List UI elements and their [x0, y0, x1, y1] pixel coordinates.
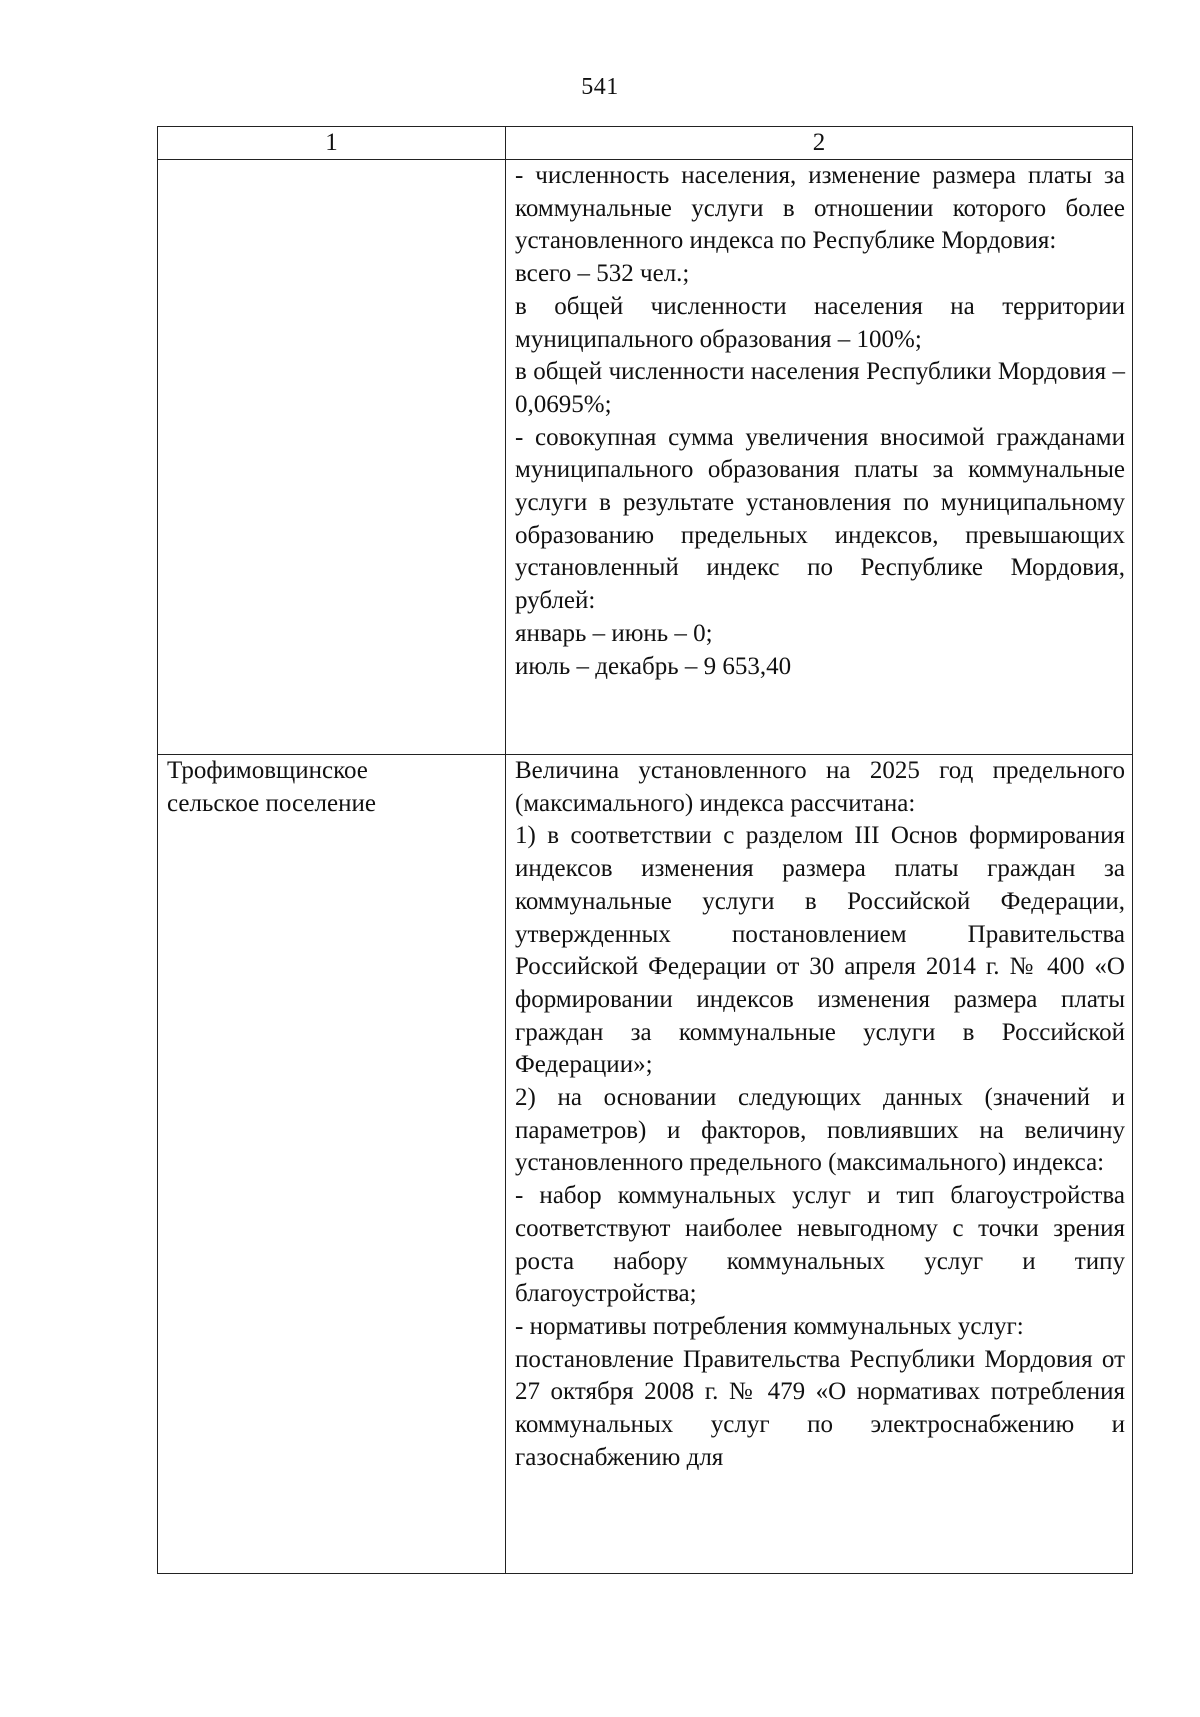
table-row	[158, 160, 1133, 755]
paragraph: 2) на основании следующих данных (значений и параметров) и факторов, повлиявших на величину установленного предельного (максимального) индекса:	[515, 1084, 1125, 1177]
settlement-name-cell	[158, 755, 506, 1574]
details-cell	[506, 755, 1133, 1574]
paragraph: июль – декабрь – 9 653,40	[515, 652, 792, 680]
paragraph: 1) в соответствии с разделом III Основ формирования индексов изменения размера платы граждан за коммунальные услуги в Российской Федерации, утвержденных постановлением Правительства Российской Федерации от 30 апреля 2014 г. № 400 «О формировании индексов изменения размера платы граждан за коммунальные услуги в Российской Федерации»;	[515, 822, 1125, 1079]
paragraph: - нормативы потребления коммунальных услуг:	[515, 1312, 1024, 1340]
paragraph: январь – июнь – 0;	[515, 619, 713, 647]
paragraph: - совокупная сумма увеличения вносимой гражданами муниципального образования платы за коммунальные услуги в результате установления по муниципальному образованию предельных индексов, превышающих установленный индекс по Республике Мордовия, рублей:	[515, 423, 1125, 615]
table-row	[158, 755, 1133, 1574]
settlement-name-line: сельское поселение	[167, 789, 376, 817]
paragraph: в общей численности населения Республики Мордовия – 0,0695%;	[515, 358, 1125, 418]
table-header-row	[158, 127, 1133, 160]
details-cell	[506, 160, 1133, 755]
paragraph: - набор коммунальных услуг и тип благоустройства соответствуют наиболее невыгодному с точки зрения роста набору коммунальных услуг и типу благоустройства;	[515, 1182, 1125, 1308]
paragraph: в общей численности населения на территории муниципального образования – 100%;	[515, 292, 1125, 353]
document-table	[157, 126, 1133, 1574]
paragraph: Величина установленного на 2025 год предельного (максимального) индекса рассчитана:	[515, 757, 1125, 817]
paragraph: - численность населения, изменение размера платы за коммунальные услуги в отношении которого более установленного индекса по Республике Мордовия:	[515, 162, 1125, 255]
column-header-2: 2	[506, 127, 1133, 160]
settlement-name-cell	[158, 160, 506, 755]
paragraph: всего – 532 чел.;	[515, 260, 690, 288]
column-header-1: 1	[158, 127, 506, 160]
paragraph: постановление Правительства Республики Мордовия от 27 октября 2008 г. № 479 «О нормативах потребления коммунальных услуг по электроснабжению и газоснабжению для	[515, 1345, 1125, 1471]
settlement-name-line: Трофимовщинское	[167, 757, 368, 784]
page-number: 541	[581, 74, 619, 100]
